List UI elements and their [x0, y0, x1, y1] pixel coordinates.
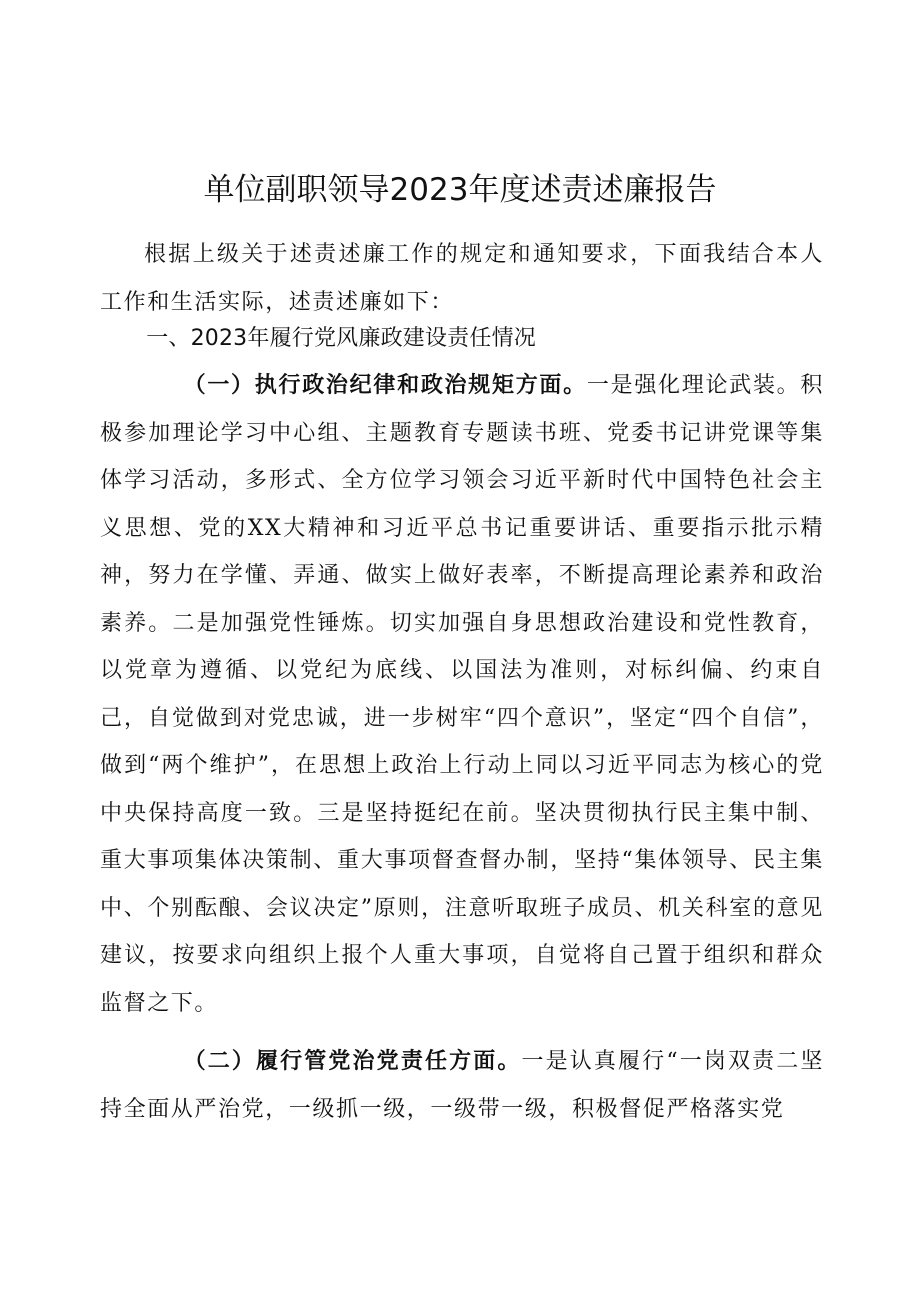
section-heading: 一、2023年履行党风廉政建设责任情况 [146, 326, 536, 351]
document-title: 单位副职领导2023年度述责述廉报告 [203, 172, 717, 208]
paragraph-body-text: 一是强化理论武装。积极参加理论学习中心组、主题教育专题读书班、党委书记讲党课等集体学习活动，多形式、全方位学习领会习近平新时代中国特色社会主义思想、党的XX大精神和习近平总书记重要讲话、重要指示批示精神，努力在学懂、弄通、做实上做好表率，不断提高理论素养和政治素养。二是加强党性锤炼。切实加强自身思想政治建设和党性教育，以党章为遵循、以党纪为底线、以国法为准则，对标纠偏、约束自己，自觉做到对党忠诚，进一步树牢“四个意识”，坚定“四个自信”，做到“两个维护”，在思想上政治上行动上同以习近平同志为核心的党中央保持高度一致。三是坚持挺纪在前。坚决贯彻执行民主集中制、重大事项集体决策制、重大事项督查督办制，坚持“集体领导、民主集中、个别酝酿、会议决定”原则，注意听取班子成员、机关科室的意见建议，按要求向组织上报个人重大事项，自觉将自己置于组织和群众监督之下。 [100, 373, 824, 1016]
paragraph-lead-heading: （一）执行政治纪律和政治规矩方面。 [183, 372, 587, 398]
paragraph-party-governance [100, 1038, 824, 1133]
paragraph-political-discipline [100, 362, 824, 1027]
paragraph-body-text: 一是认真履行“一岗双责二坚持全面从严治党，一级抓一级，一级带一级，积极督促严格落实党 [100, 1049, 824, 1122]
intro-paragraph: 根据上级关于述责述廉工作的规定和通知要求，下面我结合本人工作和生活实际，述责述廉如下： [100, 242, 824, 315]
paragraph-lead-heading: （二）履行管党治党责任方面。 [183, 1048, 522, 1074]
